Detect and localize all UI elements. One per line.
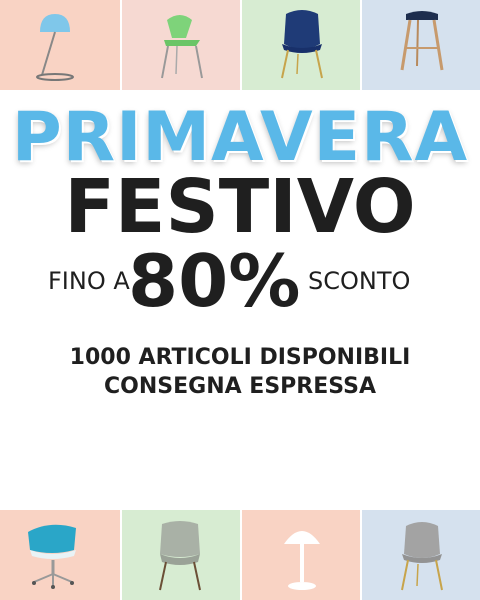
desk-lamp-icon: [0, 0, 120, 90]
detail-articles: 1000 ARTICOLI DISPONIBILI: [69, 345, 411, 370]
discount-offer: [0, 239, 480, 323]
grey-armchair-icon: [122, 510, 240, 600]
detail-delivery: CONSEGNA ESPRESSA: [104, 374, 376, 399]
product-tile-desk-lamp[interactable]: [0, 0, 120, 90]
product-tile-bar-stool[interactable]: [360, 0, 480, 90]
product-tile-office-chair[interactable]: [0, 510, 120, 600]
bar-stool-icon: [362, 0, 480, 90]
product-tile-navy-chair[interactable]: [240, 0, 360, 90]
offer-prefix: FINO A: [48, 267, 130, 295]
navy-velvet-chair-icon: [242, 0, 360, 90]
turquoise-office-chair-icon: [0, 510, 120, 600]
top-product-strip: [0, 0, 480, 90]
green-stacking-chair-icon: [122, 0, 240, 90]
discount-percent: 80%: [128, 239, 301, 323]
product-tile-green-chair[interactable]: [120, 0, 240, 90]
bottom-product-strip: [0, 510, 480, 600]
product-tile-grey-armchair[interactable]: [120, 510, 240, 600]
headline-festivo: FESTIVO: [64, 164, 416, 250]
headline-primavera: PRIMAVERA: [11, 98, 469, 177]
table-lamp-icon: [242, 510, 360, 600]
offer-suffix: SCONTO: [308, 267, 411, 295]
grey-velvet-chair-icon: [362, 510, 480, 600]
product-tile-table-lamp[interactable]: [240, 510, 360, 600]
product-tile-grey-velvet-chair[interactable]: [360, 510, 480, 600]
